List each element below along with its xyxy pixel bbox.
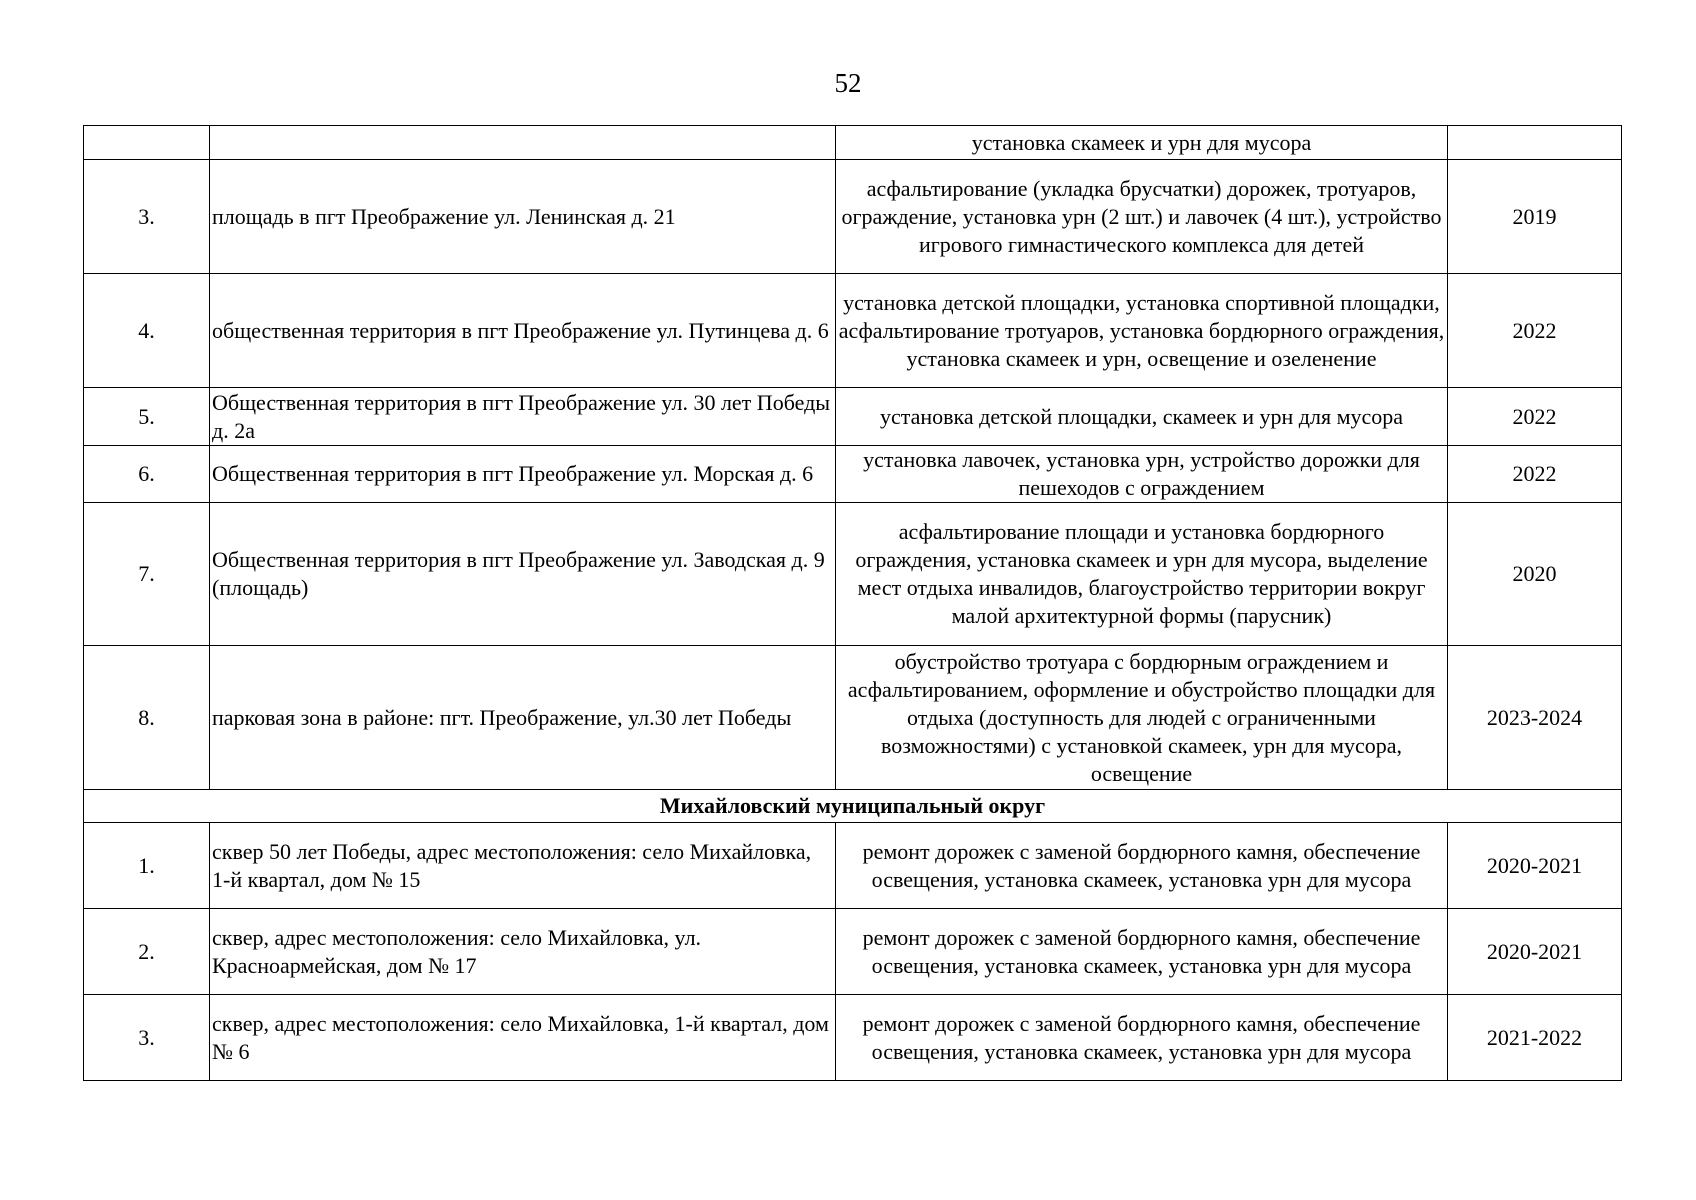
- work-year: [1448, 126, 1622, 160]
- row-number: 3.: [84, 160, 210, 274]
- section-row: [84, 790, 1622, 823]
- territory-name: Общественная территория в пгт Преображение ул. Морская д. 6: [210, 446, 836, 503]
- work-description: асфальтирование площади и установка бордюрного ограждения, установка скамеек и урн для мусора, выделение мест отдыха инвалидов, благоустройство территории вокруг малой архитектурной формы (парусник): [836, 503, 1448, 646]
- work-description: установка скамеек и урн для мусора: [836, 126, 1448, 160]
- row-number: 1.: [84, 823, 210, 909]
- work-description: обустройство тротуара с бордюрным ограждением и асфальтированием, оформление и обустройство площадки для отдыха (доступность для людей с ограниченными возможностями) с установкой скамеек, урн для мусора, освещение: [836, 646, 1448, 790]
- territory-name: площадь в пгт Преображение ул. Ленинская д. 21: [210, 160, 836, 274]
- section-title: Михайловский муниципальный округ: [84, 790, 1622, 823]
- work-year: 2020: [1448, 503, 1622, 646]
- territory-name: сквер, адрес местоположения: село Михайловка, ул. Красноармейская, дом № 17: [210, 909, 836, 995]
- table-row: [84, 160, 1622, 274]
- work-description: установка лавочек, установка урн, устройство дорожки для пешеходов с ограждением: [836, 446, 1448, 503]
- row-number: 2.: [84, 909, 210, 995]
- table-row: [84, 446, 1622, 503]
- table-row: [84, 995, 1622, 1081]
- territory-name: Общественная территория в пгт Преображение ул. 30 лет Победы д. 2а: [210, 388, 836, 446]
- work-description: ремонт дорожек с заменой бордюрного камня, обеспечение освещения, установка скамеек, установка урн для мусора: [836, 823, 1448, 909]
- table-row: [84, 126, 1622, 160]
- work-description: ремонт дорожек с заменой бордюрного камня, обеспечение освещения, установка скамеек, установка урн для мусора: [836, 909, 1448, 995]
- page-number: 52: [834, 68, 862, 98]
- table-row: [84, 388, 1622, 446]
- work-year: 2021-2022: [1448, 995, 1622, 1081]
- row-number: 8.: [84, 646, 210, 790]
- work-year: 2019: [1448, 160, 1622, 274]
- work-year: 2022: [1448, 446, 1622, 503]
- row-number: 6.: [84, 446, 210, 503]
- table-row: [84, 909, 1622, 995]
- work-year: 2022: [1448, 274, 1622, 388]
- improvement-table: [83, 125, 1622, 1081]
- row-number: 5.: [84, 388, 210, 446]
- row-number: 7.: [84, 503, 210, 646]
- territory-name: парковая зона в районе: пгт. Преображение, ул.30 лет Победы: [210, 646, 836, 790]
- table-row: [84, 274, 1622, 388]
- territory-name: [210, 126, 836, 160]
- territory-name: общественная территория в пгт Преображение ул. Путинцева д. 6: [210, 274, 836, 388]
- territory-name: Общественная территория в пгт Преображение ул. Заводская д. 9 (площадь): [210, 503, 836, 646]
- table-row: [84, 503, 1622, 646]
- work-year: 2020-2021: [1448, 823, 1622, 909]
- row-number: 4.: [84, 274, 210, 388]
- work-description: установка детской площадки, установка спортивной площадки, асфальтирование тротуаров, установка бордюрного ограждения, установка скамеек и урн, освещение и озеленение: [836, 274, 1448, 388]
- territory-name: сквер 50 лет Победы, адрес местоположения: село Михайловка, 1-й квартал, дом № 15: [210, 823, 836, 909]
- table-row: [84, 646, 1622, 790]
- territory-name: сквер, адрес местоположения: село Михайловка, 1-й квартал, дом № 6: [210, 995, 836, 1081]
- table-row: [84, 823, 1622, 909]
- work-year: 2023-2024: [1448, 646, 1622, 790]
- row-number: 3.: [84, 995, 210, 1081]
- row-number: [84, 126, 210, 160]
- work-description: установка детской площадки, скамеек и урн для мусора: [836, 388, 1448, 446]
- work-year: 2020-2021: [1448, 909, 1622, 995]
- work-year: 2022: [1448, 388, 1622, 446]
- work-description: асфальтирование (укладка брусчатки) дорожек, тротуаров, ограждение, установка урн (2 шт.) и лавочек (4 шт.), устройство игрового гимнастического комплекса для детей: [836, 160, 1448, 274]
- work-description: ремонт дорожек с заменой бордюрного камня, обеспечение освещения, установка скамеек, установка урн для мусора: [836, 995, 1448, 1081]
